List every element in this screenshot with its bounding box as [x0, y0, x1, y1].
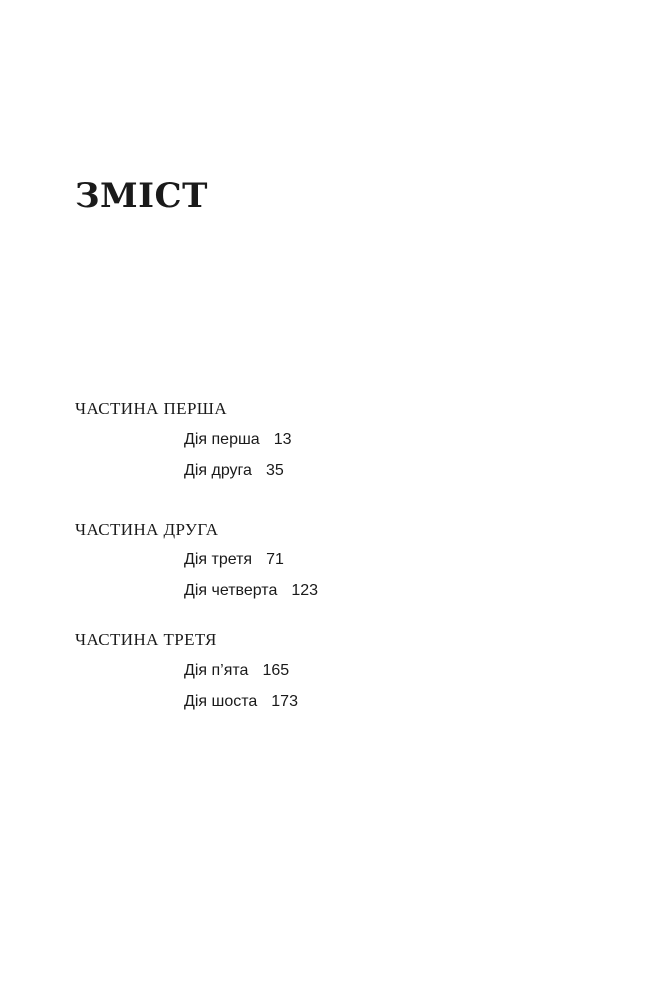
toc-entry[interactable] [184, 660, 289, 682]
toc-entry-page: 123 [291, 582, 319, 599]
toc-entry-page: 71 [266, 551, 284, 568]
toc-entry[interactable] [184, 460, 284, 482]
toc-entry-title: Дія шоста [184, 693, 258, 710]
toc-entry-page: 173 [271, 693, 298, 710]
part-heading-3: ЧАСТИНА ТРЕТЯ [75, 630, 217, 649]
toc-entry-page: 165 [262, 662, 290, 679]
toc-entry[interactable] [184, 549, 284, 571]
toc-entry[interactable] [184, 429, 292, 451]
part-heading-1: ЧАСТИНА ПЕРША [75, 399, 228, 418]
toc-entry-title: Дія третя [184, 551, 253, 568]
toc-entry[interactable] [184, 580, 318, 602]
page-title: ЗМІСТ [75, 176, 208, 216]
toc-entry-title: Дія четверта [184, 582, 278, 599]
toc-entry-page: 35 [265, 462, 284, 479]
toc-entry-page: 13 [273, 431, 292, 448]
toc-entry-title: Дія друга [184, 462, 252, 479]
toc-entry-title: Дія п’ята [184, 662, 249, 679]
part-heading-2: ЧАСТИНА ДРУГА [75, 520, 219, 539]
toc-entry-title: Дія перша [184, 431, 260, 448]
toc-entry[interactable] [184, 691, 298, 713]
